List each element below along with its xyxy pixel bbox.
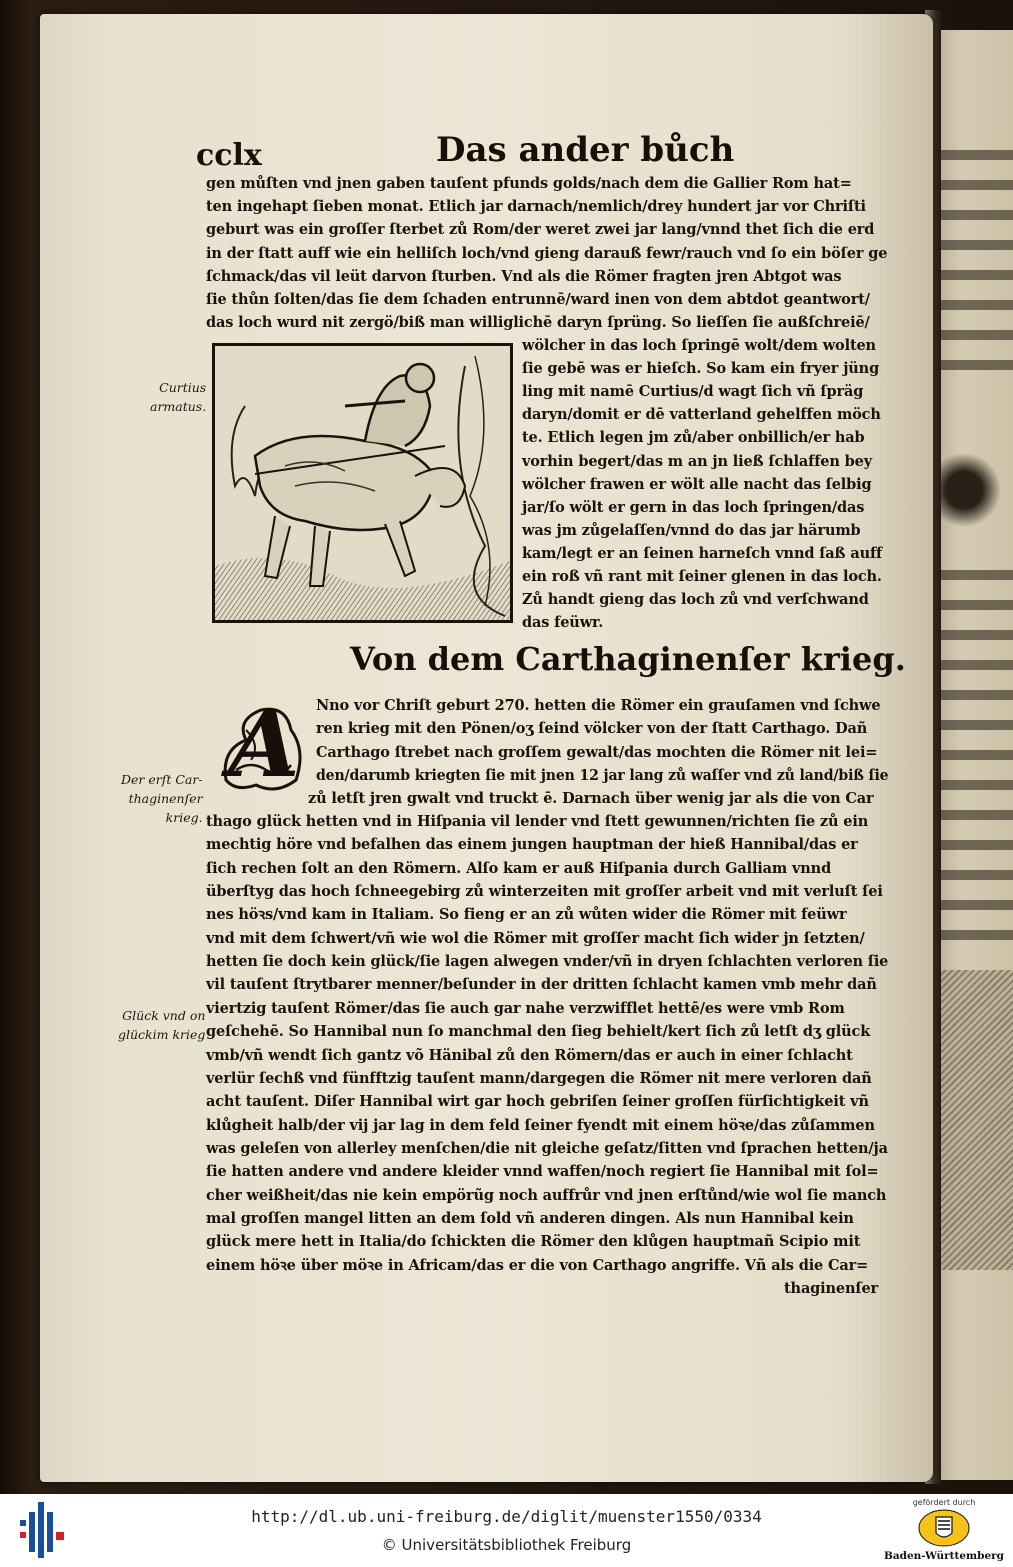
text-line: ſchmack/das vil leüt darvon ſturben. Vnd als die Römer fragten jren Abtgot was [206,267,842,285]
text-line: geſchehē. So Hannibal nun ſo manchmal den ſieg behielt/kert ſich zů letſt dʒ glück [206,1023,871,1041]
text-line: ſie thůn ſolten/das ſie dem ſchaden entrunnē/ward inen von dem abtdot geantwort/ [206,291,870,308]
text-line: ling mit namē Curtius/d wagt ſich vñ ſpräg [522,383,864,401]
curtius-horse-woodcut-icon [215,346,510,620]
marginal-line: thaginenſer [128,791,203,806]
copyright-notice: © Universitätsbibliothek Freiburg [381,1536,632,1554]
marginal-line: krieg. [165,810,203,825]
initial-letter: A [228,690,300,798]
text-line: vil tauſent ſtrytbarer menner/beſunder in der dritten ſchlacht kamen vmb mehr dañ [206,976,877,994]
text-line: was jm zůgelaſſen/vnnd do das jar härumb [522,521,861,539]
text-line: Zů handt gieng das loch zů vnd verſchwand [522,591,869,609]
text-line: nes höꝛs/vnd kam in Italiam. So fieng er an zů wůten wider die Römer mit feüwr [206,906,847,924]
text-line: einem höꝛe über möꝛe in Africam/das er die von Carthago angriffe. Vñ als die Car= [206,1256,869,1274]
text-line: das feüwr. [522,614,604,632]
marginal-line: Der erſt Car- [121,772,203,787]
text-line: Carthago ſtrebet nach groſſem gewalt/das mochten die Römer nit lei= [316,743,878,761]
text-line: zů letſt jren gwalt vnd truckt ē. Darnach über wenig jar als die von Car [308,790,874,808]
text-line: viertzig tauſent Römer/das ſie auch gar nahe verzwifflet hettē/es were vmb Rom [206,999,845,1017]
text-line: das loch wurd nit zergö/biß man williglichē daryn ſprüng. So lieſſen ſie außſchreiē/ [206,314,870,332]
text-line: wölcher in das loch ſpringē wolt/dem wolten [522,337,876,354]
viewer-footer [0,1494,1013,1567]
text-line: in der ſtatt auff wie ein helliſch loch/vnd gieng darauß fewr/rauch vnd ſo ein böſer ge [206,244,888,262]
text-line: verlür ſechß vnd fünfftzig tauſent mann/dargegen die Römer nit mere verloren dañ [206,1069,872,1087]
text-line: klůgheit halb/der vij jar lag in dem feld ſeiner fyendt mit einem höꝛe/das zůſammen [206,1116,875,1134]
text-line: jar/ſo wölt er gern in das loch ſpringen/das [522,498,865,516]
text-line: mal groſſen mangel litten an dem ſold vñ anderen dingen. Als nun Hannibal kein [206,1209,854,1227]
text-line: vorhin begert/das m an jn ließ ſchlaffen bey [522,452,872,470]
text-line: daryn/domit er dē vatterland gehelffen möch [522,406,881,424]
text-line: ten ingehapt ſieben monat. Etlich jar darnach/nemlich/drey hundert jar vor Chriſti [206,198,866,216]
marginal-line: armatus. [150,399,207,414]
marginal-note-krieg [121,770,203,827]
page-number: cclx [196,138,262,173]
text-line: überſtyg das hoch ſchneegebirg zů winterzeiten mit groſſer arbeit vnd mit verluſt ſei [206,883,883,901]
text-line: mechtig höre vnd befalhen das einem jungen hauptman der hieß Hannibal/das er [206,836,858,854]
text-line: acht tauſent. Diſer Hannibal wirt gar hoch gebriſen ſeiner groſſen fürſichtigkeit vñ [206,1093,869,1111]
text-line: den/darumb kriegten ſie mit jnen 12 jar lang zů waſſer vnd zů land/biß ſie [316,766,889,784]
text-line: vnd mit dem ſchwert/vñ wie wol die Römer mit groſſer macht ſich wider jn ſetzten/ [206,929,865,947]
text-line: was geleſen von allerley menſchen/die nit gleiche geſatz/ſitten vnd ſprachen hetten/ja [206,1139,888,1157]
baden-wuerttemberg-crest-icon [918,1509,970,1547]
text-line: thaginenſer [784,1280,879,1297]
page-url-link[interactable]: http://dl.ub.uni-freiburg.de/diglit/muenster1550/0334 [251,1507,762,1526]
sponsor-caption: gefördert durch [912,1498,976,1507]
text-line: ſich rechen ſolt an den Römern. Alſo kam er auß Hiſpania durch Galliam vnnd [206,859,832,877]
text-line: vmb/vñ wendt ſich gantz võ Hänibal zů den Römern/das er auch in einer ſchlacht [206,1046,853,1064]
text-line: gen můſten vnd jnen gaben tauſent pfunds golds/nach dem die Gallier Rom hat= [206,175,852,192]
text-line: cher weißheit/das nie kein empörũg noch auffrůr vnd jnen erſtůnd/wie wol ſie manch [206,1186,887,1204]
text-line: ren krieg mit den Pönen/oʒ ſeind völcker von der ſtatt Carthago. Dañ [316,720,868,738]
text-line: wölcher frawen er wölt alle nacht das ſelbig [522,475,872,493]
marginal-note-curtius [150,378,206,416]
decorated-initial [216,690,312,798]
marginal-line: Glück vnd on [122,1008,206,1023]
running-head: Das ander bůch [436,130,735,170]
text-line: glück mere hett in Italia/do ſchickten die Römer den klůgen hauptmañ Scipio mit [206,1233,861,1251]
marginal-line: Curtius [159,380,207,395]
marginal-note-glueck [118,1006,205,1044]
facing-page-edge [936,30,1013,1480]
section-heading: Von dem Carthaginenſer krieg. [350,640,906,678]
text-line: ſie hatten andere vnd andere kleider vnnd waffen/noch regiert ſie Hannibal mit ſol= [206,1163,879,1181]
sponsor-badge[interactable] [880,1498,1008,1564]
text-line: hetten ſie doch kein glück/ſie lagen alwegen vnder/vñ in dryen ſchlachten verloren ſie [206,953,889,971]
text-line: te. Etlich legen jm zů/aber onbillich/er hab [522,429,865,447]
marginal-line: glückim krieg [118,1027,206,1042]
sponsor-name: Baden-Württemberg [883,1550,1005,1562]
woodcut-illustration [212,343,513,623]
text-line: ein roß vñ rant mit ſeiner glenen in das loch. [522,568,882,585]
text-line: geburt was ein groſſer ſterbet zů Rom/der weret zwei jar lang/vnnd thet ſich die erd [206,221,875,239]
text-line: thago glück hetten vnd in Hiſpania vil lender vnd ſtett gewunnen/richten ſie zů ein [206,813,869,830]
text-line: ſie gebē was er hieſch. So kam ein fryer jüng [522,360,880,378]
text-line: Nno vor Chriſt geburt 270. hetten die Römer ein grauſamen vnd ſchwe [316,697,881,714]
text-line: kam/legt er an ſeinen harneſch vnnd ſaß auff [522,544,883,562]
